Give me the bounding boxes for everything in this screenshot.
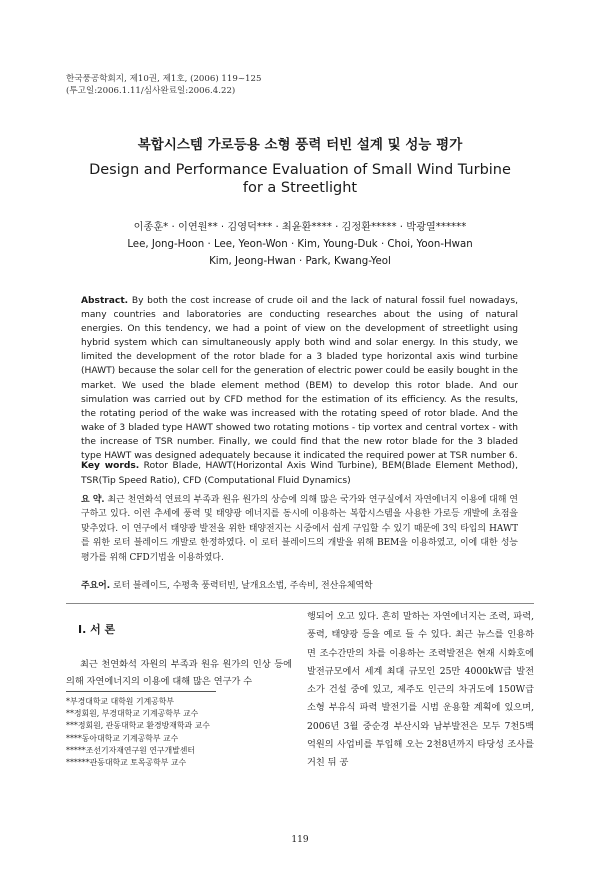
section-title: I. 서 론 — [78, 623, 116, 636]
section-divider — [66, 603, 534, 604]
abstract-label: Abstract. — [81, 296, 129, 306]
title-korean: 복합시스템 가로등용 소형 풍력 터빈 설계 및 성능 평가 — [137, 137, 463, 153]
footnote: ***정회원, 관동대학교 환경방재학과 교수 — [66, 721, 210, 731]
affiliation-footnotes — [66, 696, 306, 769]
footnote: ******관동대학교 토목공학부 교수 — [66, 758, 187, 768]
footnote-divider — [66, 691, 216, 692]
body-right-column: 행되어 오고 있다. 흔히 말하는 자연에너지는 조력, 파력, 풍력, 태양광 등을 예로 들 수 있다. 최근 뉴스를 인용하면 조수간만의 차를 이용하는 조력발전은 현재 시화호에 발전규모에서 세계 최대 규모인 25만 4000kW급 발전소가 건설 중에 있고, 제주도 인근의 차귀도에 150W급 소형 부유식 파력 발전기를 시범 운용할 계획에 있으며, 2006년 3월 중순경 부산시와 남부발전은 모두 7천5백억원의 사업비를 투입해 오는 2천8년까지 타당성 조사를 거친 뒤 공 — [307, 611, 534, 769]
summary-text: 최근 천연화석 연료의 부족과 원유 원가의 상승에 의해 많은 국가와 연구실에서 자연에너지 이용에 대해 연구하고 있다. 이런 추세에 풍력 및 태양광 에너지를 동시에 이용하는 복합시스템을 사용한 가로등 개발에 초점을 맞추었다. 이 연구에서 태양광 발전을 위한 태양전지는 시중에서 쉽게 구입할 수 있기 때문에 3익 타입의 HAWT를 위한 로터 블레이드 개발로 한정하였다. 이 로터 블레이드의 개발을 위해 BEM을 이용하였고, 이에 대한 성능평가를 위해 CFD기법을 이용하였다. — [81, 495, 518, 563]
summary-label: 요 약. — [81, 495, 105, 505]
journal-citation: 한국풍공학회지, 제10권, 제1호, (2006) 119~125 — [66, 74, 262, 84]
keywords — [81, 459, 518, 488]
title-english-line2: for a Streetlight — [242, 180, 358, 196]
authors-english-line1: Lee, Jong-Hoon · Lee, Yeon-Won · Kim, Young-Duk · Choi, Yoon-Hwan — [127, 239, 473, 250]
korean-keywords — [81, 578, 518, 591]
title-english — [0, 161, 600, 197]
footnote: **정회원, 부경대학교 기계공학부 교수 — [66, 709, 199, 719]
footnote: *부경대학교 대학원 기계공학부 — [66, 697, 175, 706]
korean-keywords-label: 주요어. — [81, 581, 111, 591]
authors-english-line2: Kim, Jeong-Hwan · Park, Kwang-Yeol — [209, 256, 391, 267]
abstract — [81, 294, 518, 463]
korean-summary — [81, 493, 518, 565]
journal-header — [66, 73, 261, 97]
korean-keywords-text: 로터 블레이드, 수평축 풍력터빈, 날개요소법, 주속비, 전산유체역학 — [112, 581, 373, 591]
abstract-text: By both the cost increase of crude oil and the lack of natural fossil fuel nowadays, many countries and laboratories are conducting researches about the using of natural energies. On this tendency, we had a point of view on the development of streetlight using hybrid system which can simultaneously apply both wind and solar energy. In this study, we limited the development of the rotor blade for a 3 bladed type horizontal axis wind turbine (HAWT) because the solar cell for the generation of electric power could be easily bought in the market. We used the blade element method (BEM) to develop this rotor blade. And our simulation was carried out by CFD method for the estimation of its efficiency. As the results, the rotating period of the wake was increased with the rotating speed of rotor blade. And the wake of 3 bladed type HAWT showed two rotating motions - tip vortex and central vortex - with the increase of TSR number. Finally, we could find that the new rotor blade for the 3 bladed type HAWT was designed adequately because it indicated the required power at TSR number 6. — [81, 296, 518, 462]
author-list — [0, 219, 600, 270]
submission-dates: (투고일:2006.1.11/심사완료일:2006.4.22) — [66, 86, 236, 96]
footnote: *****조선기자재연구원 연구개발센터 — [66, 745, 195, 755]
title-english-line1: Design and Performance Evaluation of Small Wind Turbine — [89, 162, 511, 178]
keywords-label: Key words. — [81, 461, 140, 471]
footnote: ****동아대학교 기계공학부 교수 — [66, 733, 179, 743]
page-number: 119 — [291, 835, 309, 845]
body-left-column: 최근 천연화석 자원의 부족과 원유 원가의 인상 등에 의해 자연에너지의 이용에 대해 많은 연구가 수 — [66, 659, 292, 687]
authors-korean: 이종훈* · 이연원** · 김영덕*** · 최윤환**** · 김정환***** · 박광열****** — [133, 222, 467, 233]
keywords-text: Rotor Blade, HAWT(Horizontal Axis Wind Turbine), BEM(Blade Element Method), TSR(Tip Speed Ratio), CFD (Computational Fluid Dynamics) — [81, 461, 518, 486]
